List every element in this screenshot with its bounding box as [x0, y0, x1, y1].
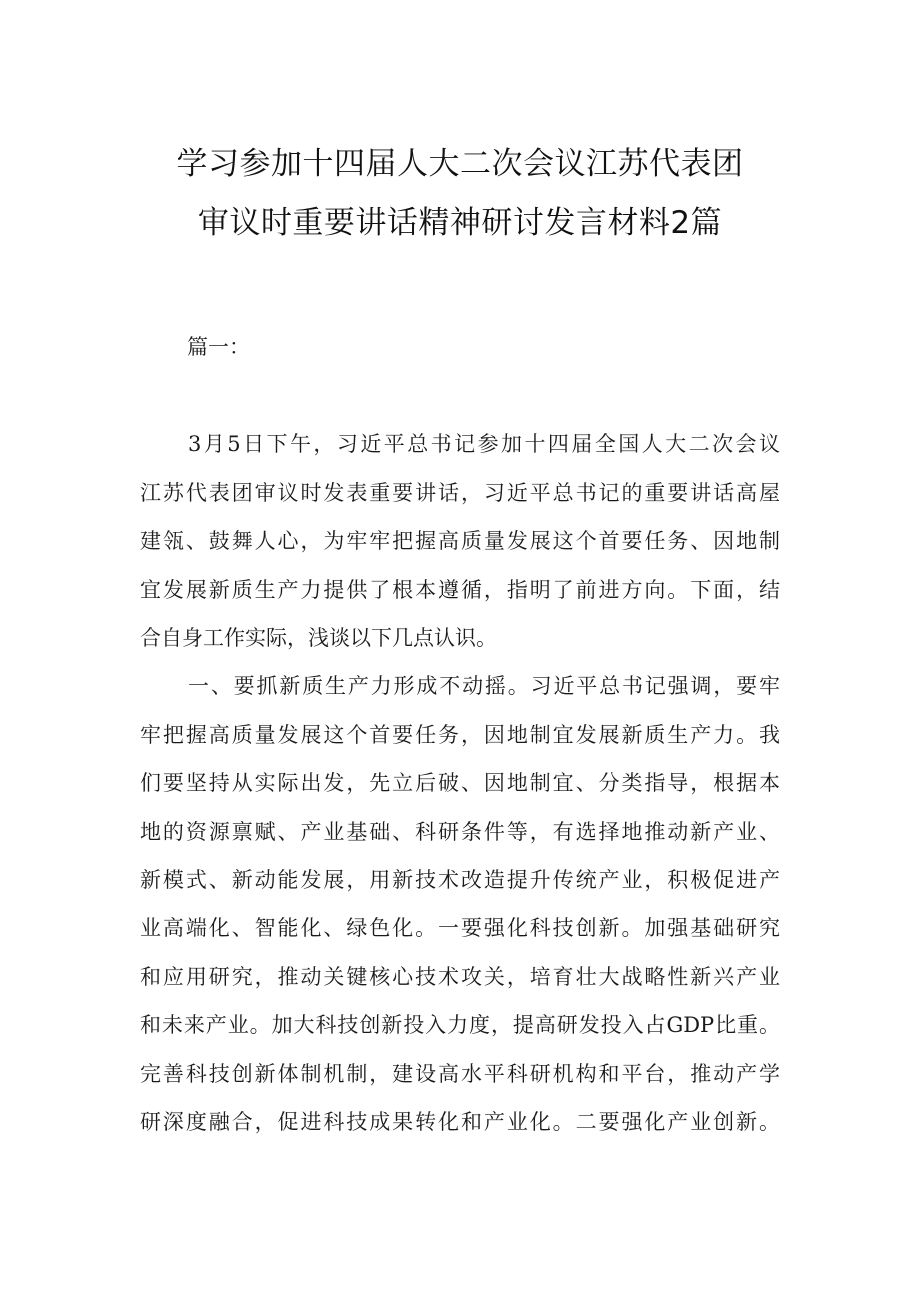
- paragraph-1-line-4: 宜发展新质生产力提供了根本遵循，指明了前进方向。下面，结: [140, 578, 780, 602]
- section-label: 篇一：: [187, 335, 250, 359]
- paragraph-2-line-10: 研深度融合，促进科技成果转化和产业化。二要强化产业创新。: [140, 1110, 780, 1134]
- paragraph-1-line-1: 3月5日下午，习近平总书记参加十四届全国人大二次会议: [188, 432, 780, 456]
- paragraph-1-line-5: 合自身工作实际，浅谈以下几点认识。: [140, 626, 497, 650]
- paragraph-2-line-9: 完善科技创新体制机制，建设高水平科研机构和平台，推动产学: [140, 1062, 780, 1086]
- paragraph-1-line-2: 江苏代表团审议时发表重要讲话，习近平总书记的重要讲话高屋: [140, 481, 780, 505]
- document-title-line-2: 审议时重要讲话精神研讨发言材料2篇: [197, 205, 723, 241]
- document-title-line-1: 学习参加十四届人大二次会议江苏代表团: [176, 146, 744, 182]
- paragraph-2-line-6: 业高端化、智能化、绿色化。一要强化科技创新。加强基础研究: [140, 916, 780, 940]
- paragraph-2-line-8: 和未来产业。加大科技创新投入力度，提高研发投入占GDP比重。: [140, 1013, 780, 1037]
- paragraph-2-line-5: 新模式、新动能发展，用新技术改造提升传统产业，积极促进产: [140, 868, 780, 892]
- paragraph-2-line-2: 牢把握高质量发展这个首要任务，因地制宜发展新质生产力。我: [140, 723, 780, 747]
- paragraph-2-line-3: 们要坚持从实际出发，先立后破、因地制宜、分类指导，根据本: [140, 771, 780, 795]
- paragraph-1-line-3: 建瓴、鼓舞人心，为牢牢把握高质量发展这个首要任务、因地制: [140, 529, 780, 553]
- paragraph-2-line-4: 地的资源禀赋、产业基础、科研条件等，有选择地推动新产业、: [140, 820, 780, 844]
- paragraph-2-line-1: 一、要抓新质生产力形成不动摇。习近平总书记强调，要牢: [188, 674, 780, 698]
- paragraph-2-line-7: 和应用研究，推动关键核心技术攻关，培育壮大战略性新兴产业: [140, 965, 780, 989]
